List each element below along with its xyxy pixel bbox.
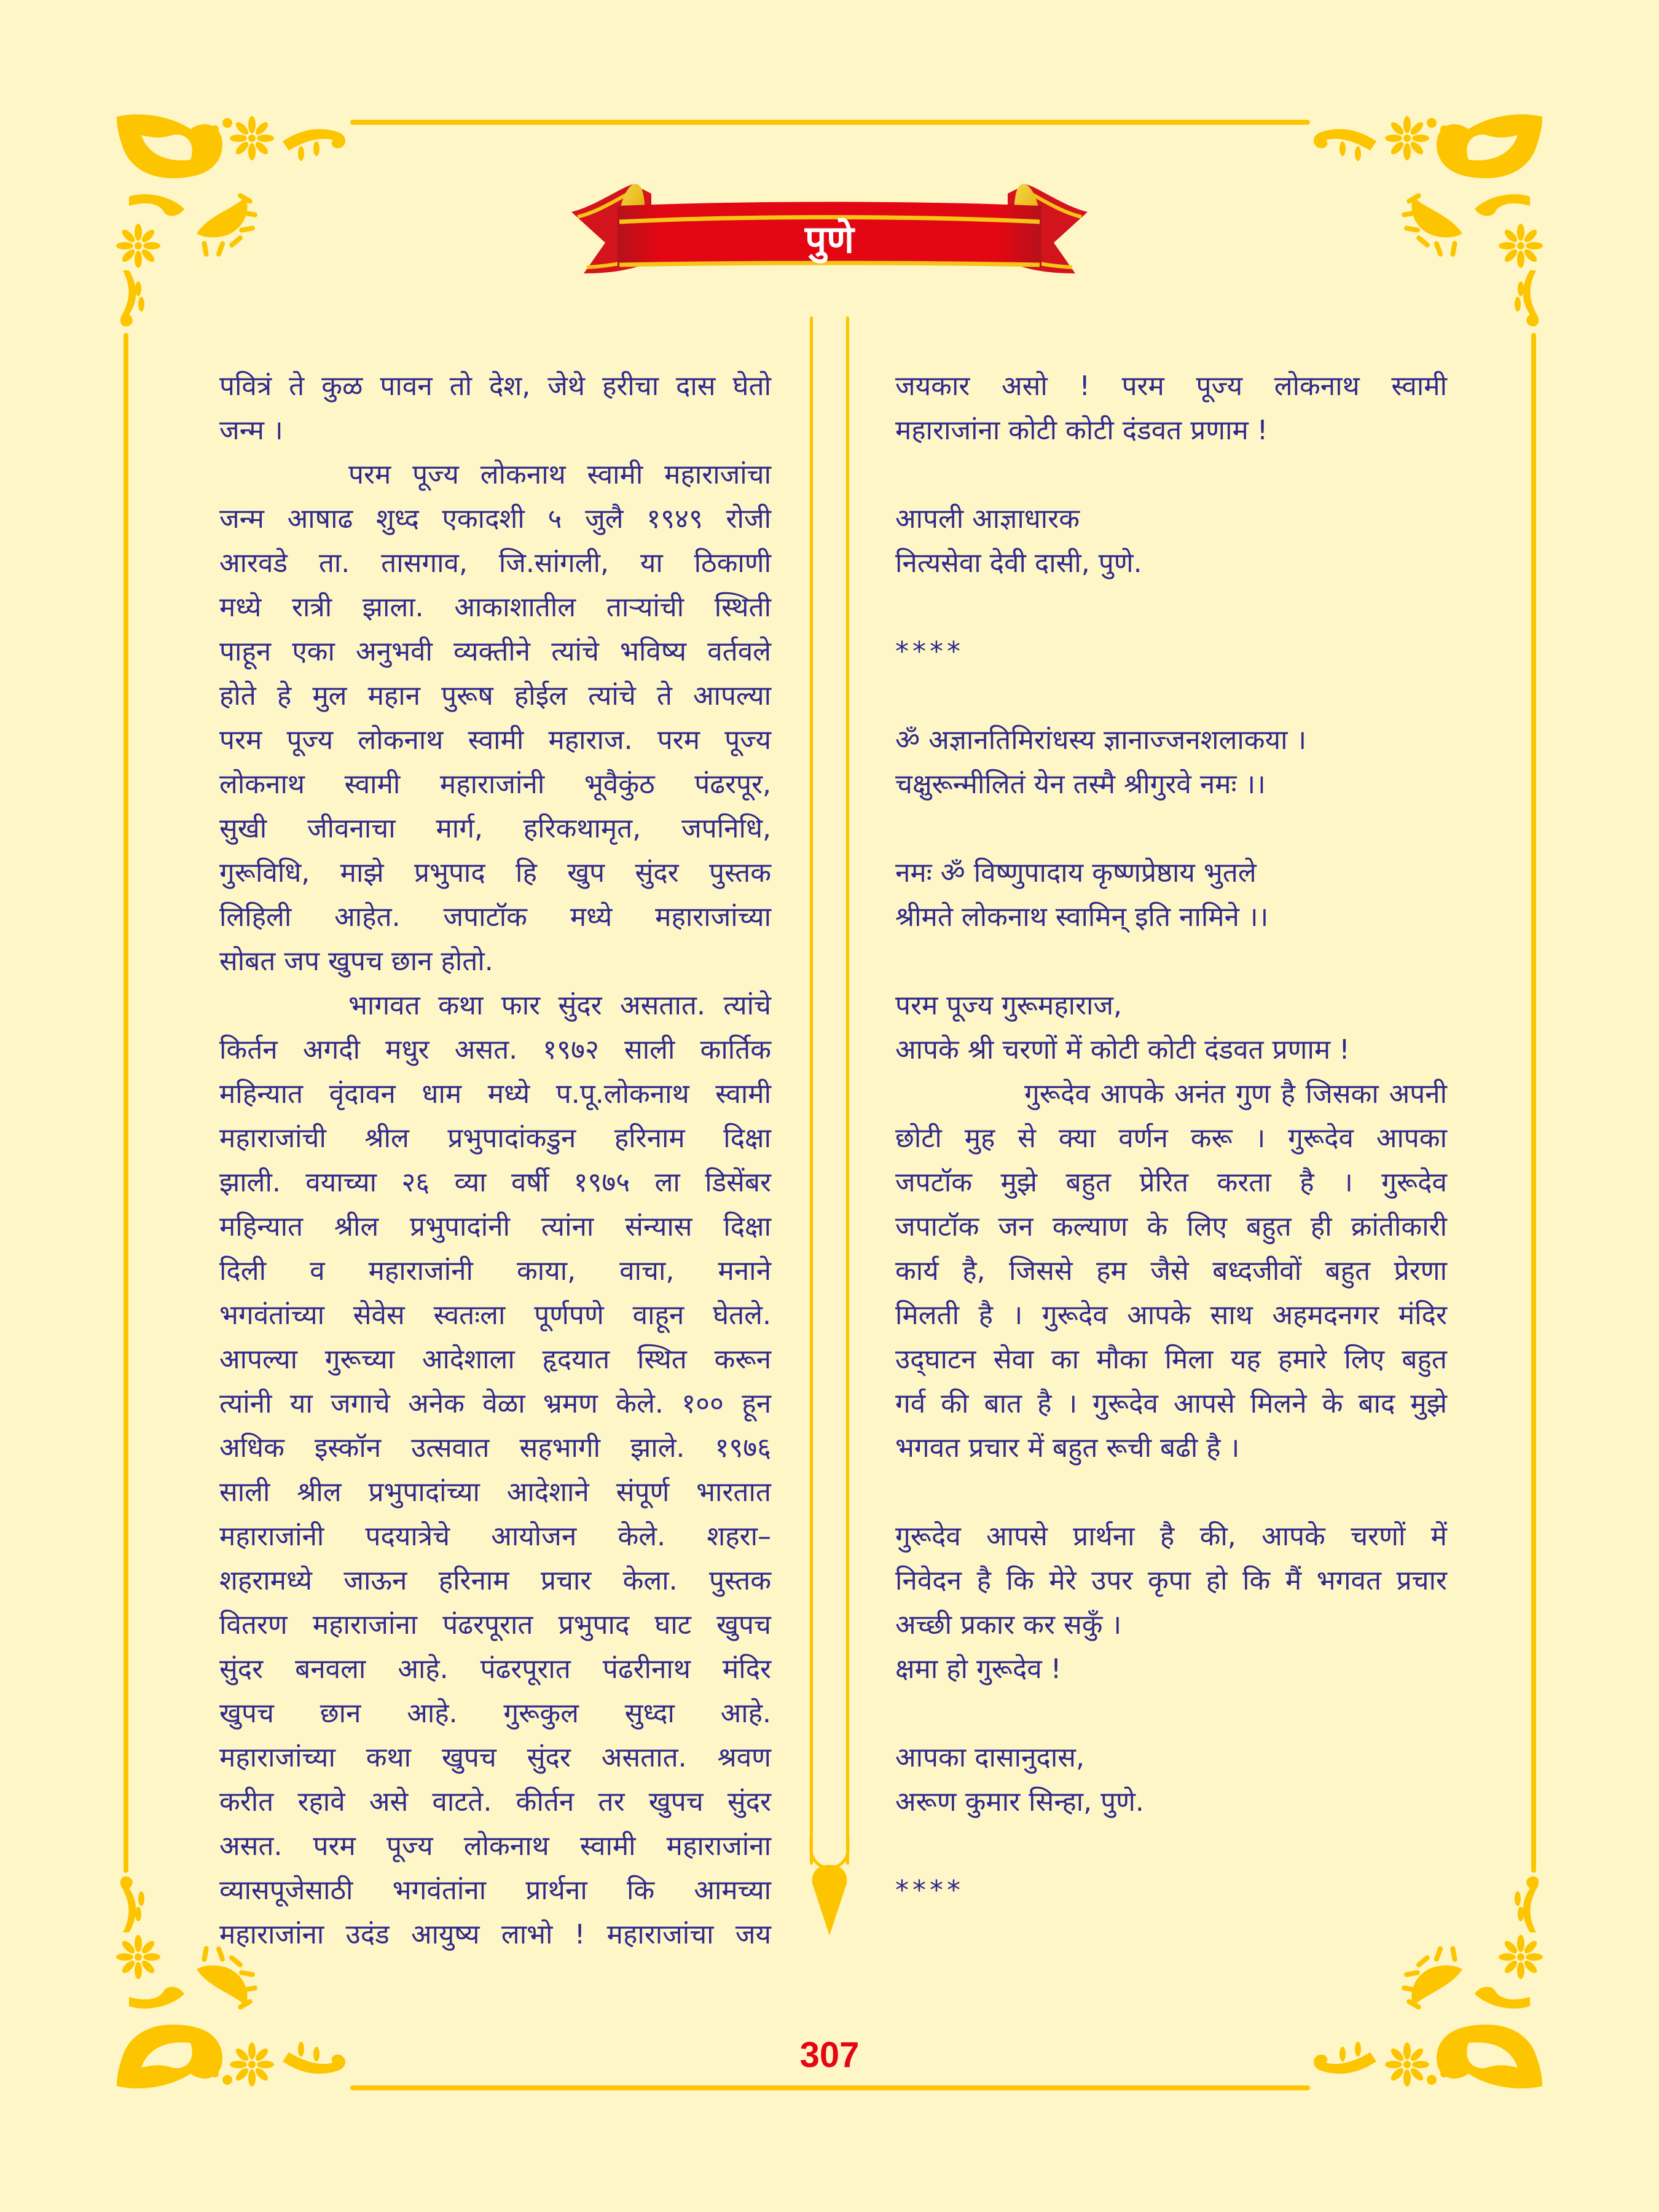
text-line: गुरूविधि, माझे प्रभुपाद हि खुप सुंदर पुस्तक (219, 857, 771, 888)
text-line: आपली आज्ञाधारक (895, 503, 1080, 535)
left-column (219, 364, 771, 1957)
text-line: महाराजांची श्रील प्रभुपादांकडुन हरिनाम दिक्षा (219, 1123, 771, 1154)
text-line: खुपच छान आहे. गुरूकुल सुध्दा आहे. (219, 1698, 771, 1729)
paragraph-start-line: भागवत कथा फार सुंदर असतात. त्यांचे (348, 990, 771, 1021)
text-line: मिलती है । गुरूदेव आपके साथ अहमदनगर मंदिर (895, 1300, 1447, 1331)
text-line: व्यासपूजेसाठी भगवंतांना प्रार्थना कि आमच्या (219, 1875, 771, 1906)
signature-line: नित्यसेवा देवी दासी, पुणे. (895, 547, 1142, 579)
text-line: आपके श्री चरणों में कोटी कोटी दंडवत प्रणाम ! (895, 1034, 1350, 1065)
text-line: पाहून एका अनुभवी व्यक्तीने त्यांचे भविष्य वर्तवले (219, 636, 771, 667)
text-line: महिन्यात श्रील प्रभुपादांनी त्यांना संन्यास दिक्षा (219, 1211, 771, 1242)
text-line: महाराजांना उदंड आयुष्य लाभो ! महाराजांचा जय (219, 1919, 771, 1950)
text-line: महिन्यात वृंदावन धाम मध्ये प.पू.लोकनाथ स्वामी (219, 1078, 771, 1110)
text-line: आपल्या गुरूच्या आदेशाला हृदयात स्थित करून (219, 1344, 771, 1375)
text-line: शहरामध्ये जाऊन हरिनाम प्रचार केला. पुस्तक (219, 1565, 771, 1596)
text-line: कार्य है, जिससे हम जैसे बध्दजीवों बहुत प्रेरणा (895, 1255, 1447, 1287)
text-line: आरवडे ता. तासगाव, जि.सांगली, या ठिकाणी (219, 547, 771, 579)
page-number: 307 (799, 2035, 860, 2075)
text-line: गुरूदेव आपसे प्रार्थना है की, आपके चरणों में (895, 1521, 1447, 1552)
text-line: लोकनाथ स्वामी महाराजांनी भूवैकुंठ पंढरपूर, (219, 769, 771, 800)
mantra-line: श्रीमते लोकनाथ स्वामिन् इति नामिने ।। (895, 901, 1269, 933)
separator-stars: **** (895, 636, 964, 667)
divider-pendant-icon (805, 1837, 854, 1942)
text-line: जयकार असो ! परम पूज्य लोकनाथ स्वामी (895, 371, 1447, 402)
text-line: जपटॉक मुझे बहुत प्रेरित करता है । गुरूदेव (895, 1167, 1447, 1198)
text-line: अधिक इस्कॉन उत्सवात सहभागी झाले. १९७६ (219, 1432, 771, 1464)
text-line: छोटी मुह से क्या वर्णन करू । गुरूदेव आपका (895, 1123, 1447, 1154)
text-line: दिली व महाराजांनी काया, वाचा, मनाने (219, 1255, 771, 1287)
text-line: जन्म आषाढ शुध्द एकादशी ५ जुलै १९४९ रोजी (219, 503, 771, 535)
blank-line (895, 807, 1447, 851)
text-line: जन्म । (219, 415, 283, 446)
blank-line (895, 586, 1447, 630)
text-line: किर्तन अगदी मधुर असत. १९७२ साली कार्तिक (219, 1034, 771, 1065)
text-line: जपाटॉक जन कल्याण के लिए बहुत ही क्रांतीकारी (895, 1211, 1447, 1242)
text-line: झाली. वयाच्या २६ व्या वर्षी १९७५ ला डिसेंबर (219, 1167, 771, 1198)
corner-ornament-top-right-icon (1309, 104, 1555, 332)
text-line: सुखी जीवनाचा मार्ग, हरिकथामृत, जपनिधि, (219, 813, 771, 844)
text-line: निवेदन है कि मेरे उपर कृपा हो कि मैं भगवत प्रचार (895, 1565, 1447, 1596)
text-line: लिहिली आहेत. जपाटॉक मध्ये महाराजांच्या (219, 901, 771, 933)
text-line: महाराजांनी पदयात्रेचे आयोजन केले. शहरा– (219, 1521, 771, 1552)
paragraph-start-line: गुरूदेव आपके अनंत गुण है जिसका अपनी (1024, 1078, 1447, 1110)
mantra-line: चक्षुरून्मीलितं येन तस्मै श्रीगुरवे नमः ।। (895, 769, 1266, 800)
mantra-line: नमः ॐ विष्णुपादाय कृष्णप्रेष्ठाय भुतले (895, 857, 1257, 888)
blank-line (895, 1692, 1447, 1736)
right-border-line (1531, 333, 1536, 1873)
text-line: वितरण महाराजांना पंढरपूरात प्रभुपाद घाट खुपच (219, 1609, 771, 1641)
closing-line: आपका दासानुदास, (895, 1742, 1084, 1773)
separator-stars: **** (895, 1875, 964, 1906)
blank-line (895, 1824, 1447, 1869)
text-line: सोबत जप खुपच छान होतो. (219, 946, 493, 977)
right-column (895, 364, 1447, 1913)
blank-line (895, 1470, 1447, 1515)
bottom-border-line (350, 2085, 1310, 2090)
mantra-line: ॐ अज्ञानतिमिरांधस्य ज्ञानाज्जनशलाकया । (895, 724, 1307, 756)
text-line: भगवंतांच्या सेवेस स्वतःला पूर्णपणे वाहून घेतले. (219, 1300, 771, 1331)
signature-line: अरूण कुमार सिन्हा, पुणे. (895, 1786, 1144, 1818)
text-line: क्षमा हो गुरूदेव ! (895, 1653, 1062, 1685)
text-line: अच्छी प्रकार कर सकुँ । (895, 1609, 1122, 1641)
text-line: भगवत प्रचार में बहुत रूची बढी है । (895, 1432, 1240, 1464)
text-line: मध्ये रात्री झाला. आकाशातील ताऱ्यांची स्थिती (219, 592, 771, 623)
text-line: महाराजांना कोटी कोटी दंडवत प्रणाम ! (895, 415, 1268, 446)
text-line: परम पूज्य लोकनाथ स्वामी महाराज. परम पूज्य (219, 724, 771, 756)
salutation-line: परम पूज्य गुरूमहाराज, (895, 990, 1123, 1021)
corner-ornament-top-left-icon (104, 104, 350, 332)
blank-line (895, 453, 1447, 497)
paragraph-start-line: परम पूज्य लोकनाथ स्वामी महाराजांचा (348, 459, 771, 490)
text-line: होते हे मुल महान पुरूष होईल त्यांचे ते आपल्या (219, 680, 771, 712)
blank-line (895, 674, 1447, 718)
text-line: गर्व की बात है । गुरूदेव आपसे मिलने के बाद मुझे (895, 1388, 1447, 1419)
center-divider-left-line (810, 316, 813, 1865)
text-line: पवित्रं ते कुळ पावन तो देश, जेथे हरीचा दास घेतो (219, 371, 771, 402)
text-line: उद्‌घाटन सेवा का मौका मिला यह हमारे लिए बहुत (895, 1344, 1447, 1375)
page-title: पुणे (804, 217, 855, 262)
text-line: असत. परम पूज्य लोकनाथ स्वामी महाराजांना (219, 1830, 771, 1862)
text-line: सुंदर बनवला आहे. पंढरपूरात पंढरीनाथ मंदिर (219, 1653, 771, 1685)
text-line: महाराजांच्या कथा खुपच सुंदर असतात. श्रवण (219, 1742, 771, 1773)
text-line: त्यांनी या जगाचे अनेक वेळा भ्रमण केले. १०० हून (219, 1388, 771, 1419)
left-border-line (124, 333, 128, 1873)
text-line: करीत रहावे असे वाटते. कीर्तन तर खुपच सुंदर (219, 1786, 771, 1818)
center-divider-right-line (846, 316, 849, 1865)
blank-line (895, 939, 1447, 984)
top-border-line (350, 120, 1310, 125)
text-line: साली श्रील प्रभुपादांच्या आदेशाने संपूर्ण भारतात (219, 1477, 771, 1508)
